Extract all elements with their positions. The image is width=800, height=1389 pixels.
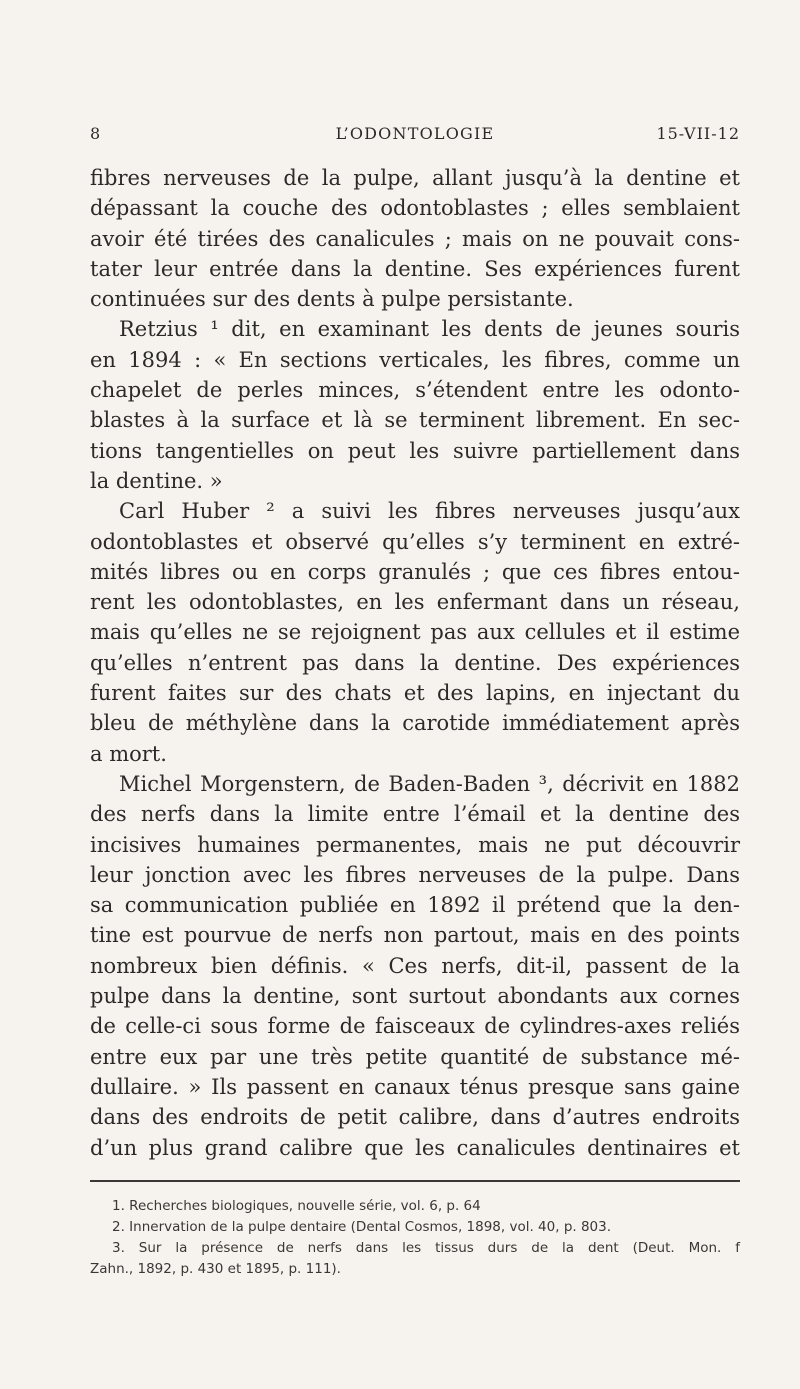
text-line: Retzius ¹ dit, en examinant les dents de jeunes souris [119, 317, 740, 342]
text-line: pulpe dans la dentine, sont surtout abondants aux cornes [90, 984, 740, 1009]
footnote-3-continued: Zahn., 1892, p. 430 et 1895, p. 111). [90, 1261, 341, 1277]
footnote-separator [90, 1180, 740, 1182]
footnote-2: 2. Innervation de la pulpe dentaire (Dental Cosmos, 1898, vol. 40, p. 803. [112, 1219, 612, 1235]
text-line: nombreux bien définis. « Ces nerfs, dit-il, passent de la [90, 953, 740, 978]
text-line: qu’elles n’entrent pas dans la dentine. Des expériences [90, 650, 740, 675]
text-line: avoir été tirées des canalicules ; mais on ne pouvait cons- [90, 226, 740, 251]
text-line: incisives humaines permanentes, mais ne put découvrir [90, 832, 740, 857]
text-line: rent les odontoblastes, en les enfermant dans un réseau, [90, 590, 740, 615]
text-line: fibres nerveuses de la pulpe, allant jusqu’à la dentine et [90, 166, 740, 190]
text-line: tater leur entrée dans la dentine. Ses expériences furent [90, 256, 740, 281]
footnote-1: 1. Recherches biologiques, nouvelle série, vol. 6, p. 64 [112, 1198, 481, 1214]
text-line: de celle-ci sous forme de faisceaux de cylindres-axes reliés [90, 1014, 740, 1039]
footnotes [90, 1196, 740, 1280]
text-line: continuées sur des dents à pulpe persistante. [90, 287, 574, 312]
text-line: tine est pourvue de nerfs non partout, mais en des points [90, 923, 740, 948]
text-line: a mort. [90, 741, 167, 766]
text-line: odontoblastes et observé qu’elles s’y terminent en extré- [90, 529, 740, 554]
text-line: mais qu’elles ne se rejoignent pas aux cellules et il estime [90, 620, 740, 645]
text-line: dullaire. » Ils passent en canaux ténus presque sans gaine [90, 1074, 740, 1099]
journal-title: L’ODONTOLOGIE [335, 124, 495, 143]
text-line: la dentine. » [90, 468, 223, 493]
text-line: dans des endroits de petit calibre, dans d’autres endroits [90, 1105, 740, 1130]
text-line: entre eux par une très petite quantité de substance mé- [90, 1044, 740, 1069]
body-text [90, 163, 740, 1163]
text-line: Michel Morgenstern, de Baden-Baden ³, décrivit en 1882 [119, 771, 740, 796]
text-line: Carl Huber ² a suivi les fibres nerveuses jusqu’aux [119, 499, 740, 524]
text-line: dépassant la couche des odontoblastes ; elles semblaient [90, 196, 740, 221]
text-line: furent faites sur des chats et des lapins, en injectant du [90, 681, 740, 706]
running-header [90, 124, 740, 148]
text-line: sa communication publiée en 1892 il prétend que la den- [90, 893, 740, 918]
text-line: tions tangentielles on peut les suivre partiellement dans [90, 438, 740, 463]
text-line: blastes à la surface et là se terminent librement. En sec- [90, 408, 740, 433]
issue-date: 15-VII-12 [656, 124, 740, 143]
text-line: en 1894 : « En sections verticales, les fibres, comme un [90, 347, 740, 372]
text-line: leur jonction avec les fibres nerveuses de la pulpe. Dans [90, 862, 740, 887]
text-line: bleu de méthylène dans la carotide immédiatement après [90, 711, 740, 736]
text-line: d’un plus grand calibre que les canalicules dentinaires et [90, 1135, 740, 1160]
footnote-3: 3. Sur la présence de nerfs dans les tissus durs de la dent (Deut. Mon. f [112, 1240, 740, 1256]
text-line: chapelet de perles minces, s’étendent entre les odonto- [90, 378, 740, 403]
page-number: 8 [90, 124, 102, 143]
text-line: des nerfs dans la limite entre l’émail et la dentine des [90, 802, 740, 827]
text-line: mités libres ou en corps granulés ; que ces fibres entou- [90, 559, 740, 584]
